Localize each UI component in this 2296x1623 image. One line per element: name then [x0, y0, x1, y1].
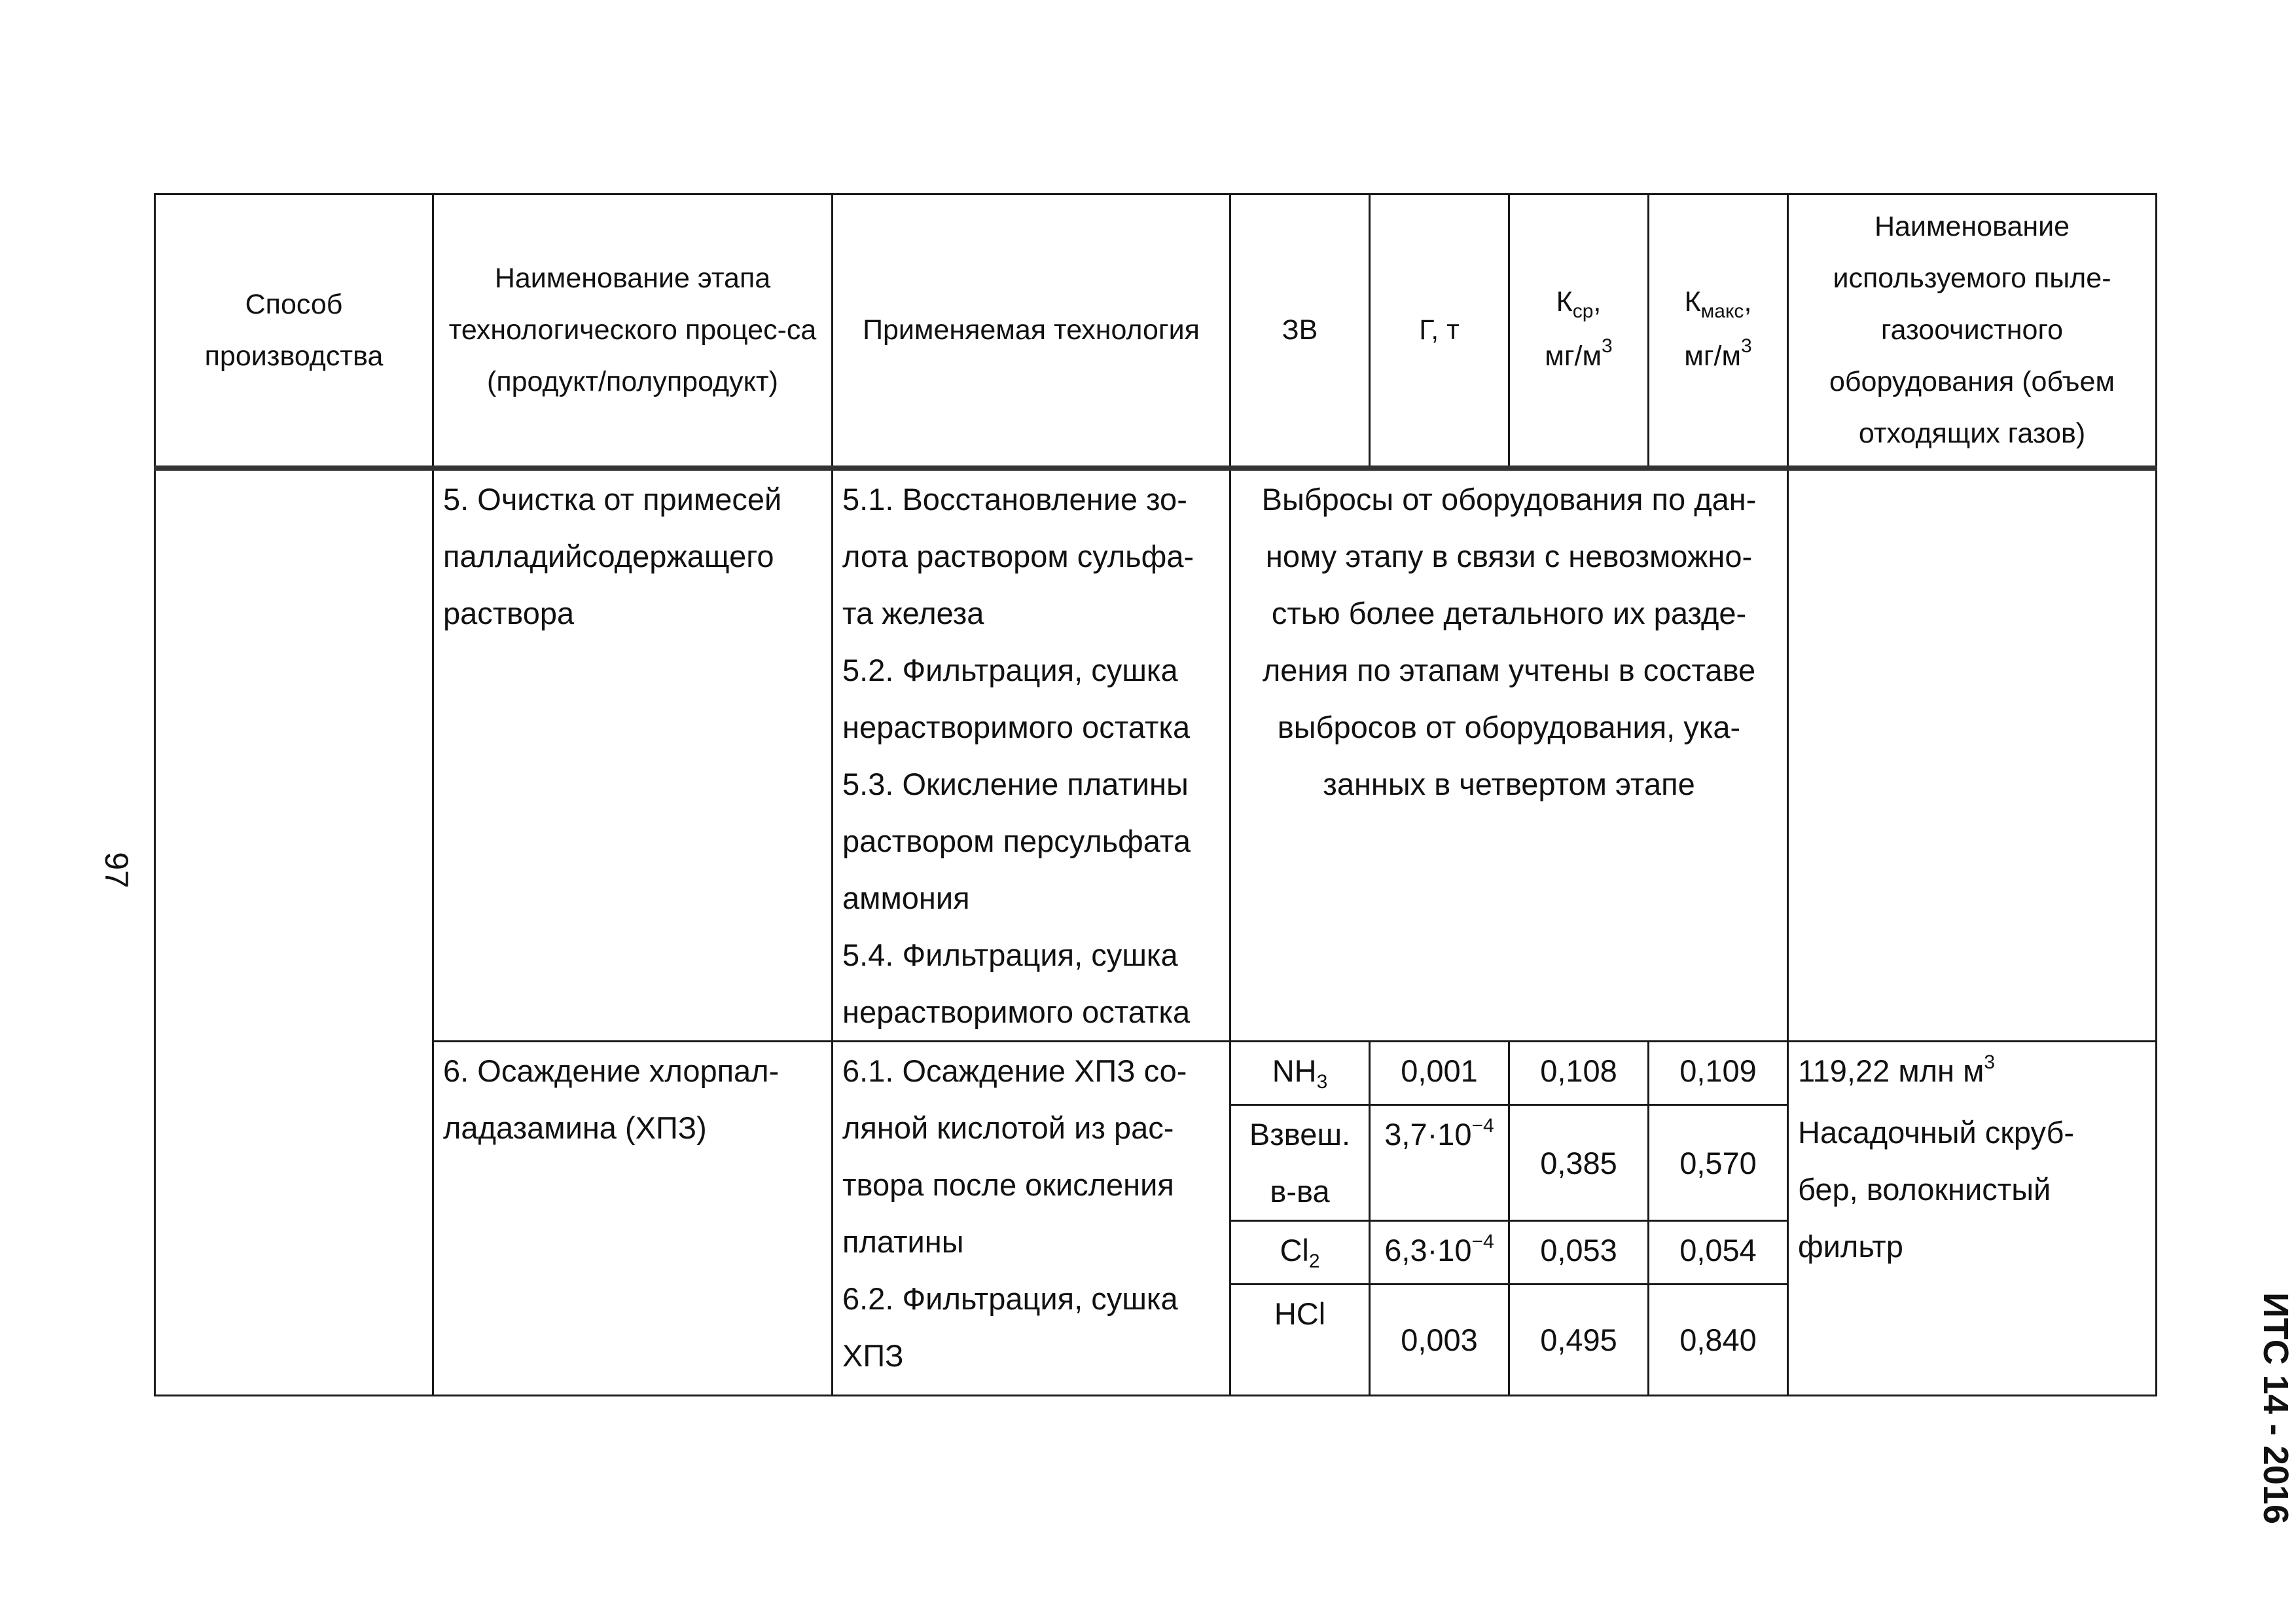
pollutant-k-max: 0,054: [1649, 1221, 1788, 1285]
pollutant-mass: $6,3\cdot 10^{-4}$: [1370, 1221, 1509, 1285]
page-number: 97: [98, 852, 135, 888]
emissions-table: [154, 193, 2157, 1396]
header-mass: Г, т: [1370, 194, 1509, 469]
pollutant-k-avg: 0,053: [1509, 1221, 1649, 1285]
pollutant-k-max: 0,840: [1649, 1285, 1788, 1396]
pollutant-k-avg: 0,495: [1509, 1285, 1649, 1396]
pollutant-name: Взвеш. в-ва: [1230, 1105, 1370, 1221]
table-row-stage-5: [155, 468, 2157, 1042]
pollutant-k-max: 0,570: [1649, 1105, 1788, 1221]
stage-6-technology: 6.1. Осаждение ХПЗ со- ляной кислотой из рас- твора после окисления платины 6.2. Фильтрация, сушка ХПЗ: [833, 1042, 1230, 1396]
pollutant-name: HCl: [1230, 1285, 1370, 1396]
stage-6-equipment: 119,22 млн $м^3$ Насадочный скруб- бер, волокнистый фильтр: [1788, 1042, 2157, 1396]
production-method-cell: [155, 468, 433, 1396]
pollutant-name: $Cl_2$: [1230, 1221, 1370, 1285]
table-row-stage-6: [155, 1042, 2157, 1105]
pollutant-mass: 0,003: [1370, 1285, 1509, 1396]
stage-5-equipment: [1788, 468, 2157, 1042]
stage-5-name: 5. Очистка от примесей палладийсодержащего раствора: [433, 468, 833, 1042]
pollutant-k-avg: 0,385: [1509, 1105, 1649, 1221]
header-equipment: Наименование используемого пыле-газоочистного оборудования (объем отходящих газов): [1788, 194, 2157, 469]
header-k-avg: $К_{ср}$, $мг/м^3$: [1509, 194, 1649, 469]
stage-6-name: 6. Осаждение хлорпал- ладазамина (ХПЗ): [433, 1042, 833, 1396]
header-stage-name: Наименование этапа технологического процес-са (продукт/полупродукт): [433, 194, 833, 469]
header-technology: Применяемая технология: [833, 194, 1230, 469]
stage-5-technology: 5.1. Восстановление зо- лота раствором сульфа- та железа 5.2. Фильтрация, сушка нерастворимого остатка 5.3. Окисление платины раствором персульфата аммония 5.4. Фильтрация, сушка нерастворимого остатка: [833, 468, 1230, 1042]
header-production-method: Способ производства: [155, 194, 433, 469]
header-k-max: $К_{макс}$, $мг/м^3$: [1649, 194, 1788, 469]
pollutant-k-max: 0,109: [1649, 1042, 1788, 1105]
pollutant-mass: $3,7\cdot 10^{-4}$: [1370, 1105, 1509, 1221]
pollutant-k-avg: 0,108: [1509, 1042, 1649, 1105]
header-pollutant: ЗВ: [1230, 194, 1370, 469]
table-header-row: [155, 194, 2157, 469]
pollutant-mass: 0,001: [1370, 1042, 1509, 1105]
document-code: ИТС 14 - 2016: [2255, 1292, 2295, 1524]
pollutant-name: $NH_3$: [1230, 1042, 1370, 1105]
stage-5-emissions-note: Выбросы от оборудования по дан- ному этапу в связи с невозможно- стью более детального их разде- ления по этапам учтены в составе выбросов от оборудования, ука- занных в четвертом этапе: [1230, 468, 1788, 1042]
